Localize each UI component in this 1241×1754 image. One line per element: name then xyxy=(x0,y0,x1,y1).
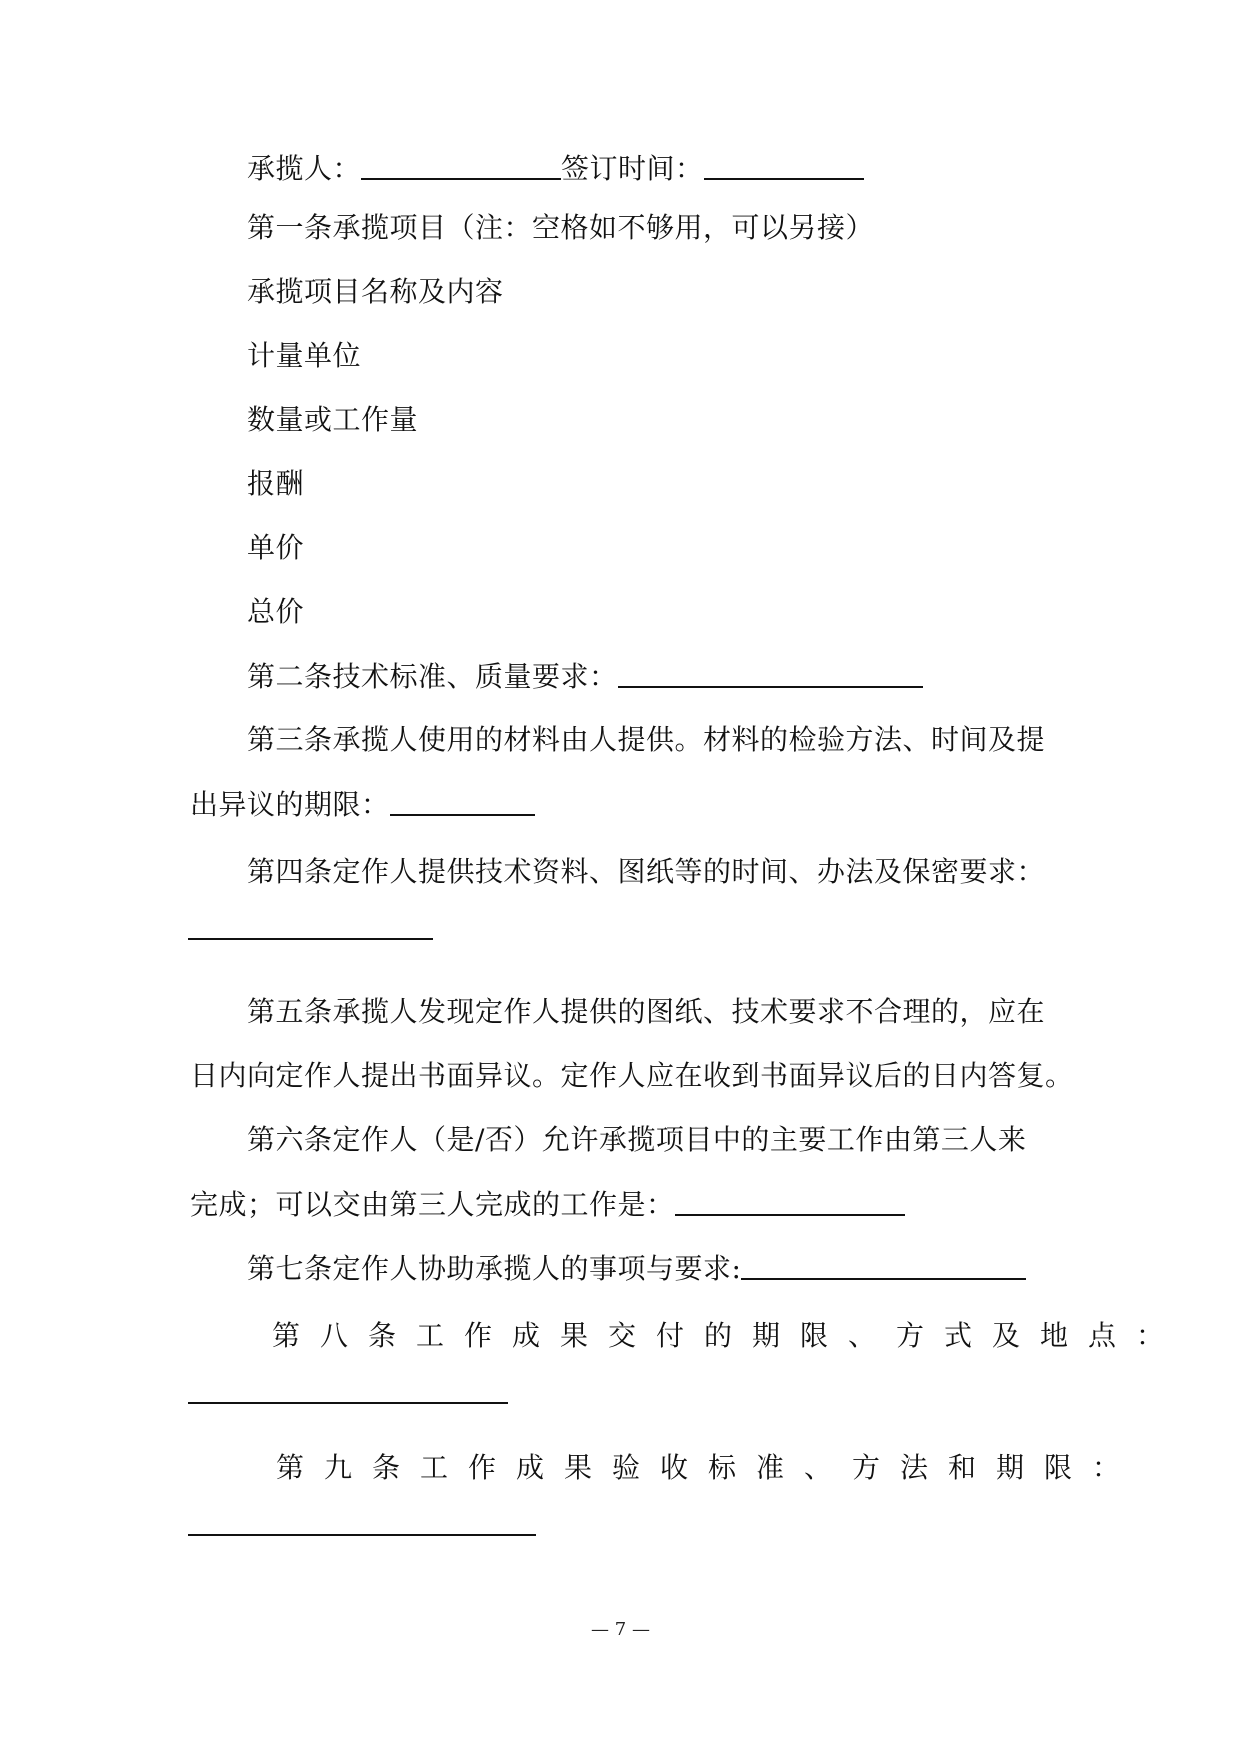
item-unit-price-label: 单价 xyxy=(247,531,305,564)
article-3-line-1: 第三条承揽人使用的材料由人提供。材料的检验方法、时间及提 xyxy=(247,723,1046,756)
contractor-blank[interactable] xyxy=(361,148,561,180)
page-number: — 7 — xyxy=(591,1619,650,1640)
item-total-label: 总价 xyxy=(247,595,305,628)
article-6-line-2 xyxy=(190,1184,905,1225)
sign-time-blank[interactable] xyxy=(704,148,864,180)
article-4: 第四条定作人提供技术资料、图纸等的时间、办法及保密要求： xyxy=(247,855,1046,888)
article-8: 第八条工作成果交付的期限、方式及地点： xyxy=(272,1319,1185,1352)
article-3-line-2 xyxy=(190,784,535,825)
article-6-blank[interactable] xyxy=(675,1184,905,1216)
article-7-text: 第七条定作人协助承揽人的事项与要求: xyxy=(247,1252,742,1285)
article-2-text: 第二条技术标准、质量要求： xyxy=(247,660,618,693)
article-4-blank[interactable] xyxy=(188,938,433,940)
contractor-line xyxy=(247,148,864,189)
item-quantity-label: 数量或工作量 xyxy=(247,403,419,436)
article-3-blank[interactable] xyxy=(390,784,535,816)
article-6-line-1: 第六条定作人（是/否）允许承揽项目中的主要工作由第三人来 xyxy=(247,1123,1027,1156)
article-1-title: 第一条承揽项目（注：空格如不够用，可以另接） xyxy=(247,211,875,244)
article-3-text: 出异议的期限： xyxy=(190,788,390,821)
sign-time-label: 签订时间： xyxy=(561,152,704,185)
article-9-blank[interactable] xyxy=(188,1534,536,1536)
article-2-blank[interactable] xyxy=(618,656,923,688)
article-7-blank[interactable] xyxy=(741,1248,1026,1280)
contractor-label: 承揽人： xyxy=(247,152,362,185)
article-6-text: 完成；可以交由第三人完成的工作是： xyxy=(190,1188,675,1221)
article-2 xyxy=(247,656,923,697)
item-pay-label: 报酬 xyxy=(247,467,305,500)
article-5-line-2: 日内向定作人提出书面异议。定作人应在收到书面异议后的日内答复。 xyxy=(190,1059,1074,1092)
article-7 xyxy=(247,1248,1026,1289)
article-5-line-1: 第五条承揽人发现定作人提供的图纸、技术要求不合理的，应在 xyxy=(247,995,1046,1028)
article-8-blank[interactable] xyxy=(188,1402,508,1404)
item-name-label: 承揽项目名称及内容 xyxy=(247,275,504,308)
article-9: 第九条工作成果验收标准、方法和期限： xyxy=(276,1451,1141,1484)
item-unit-label: 计量单位 xyxy=(247,339,362,372)
